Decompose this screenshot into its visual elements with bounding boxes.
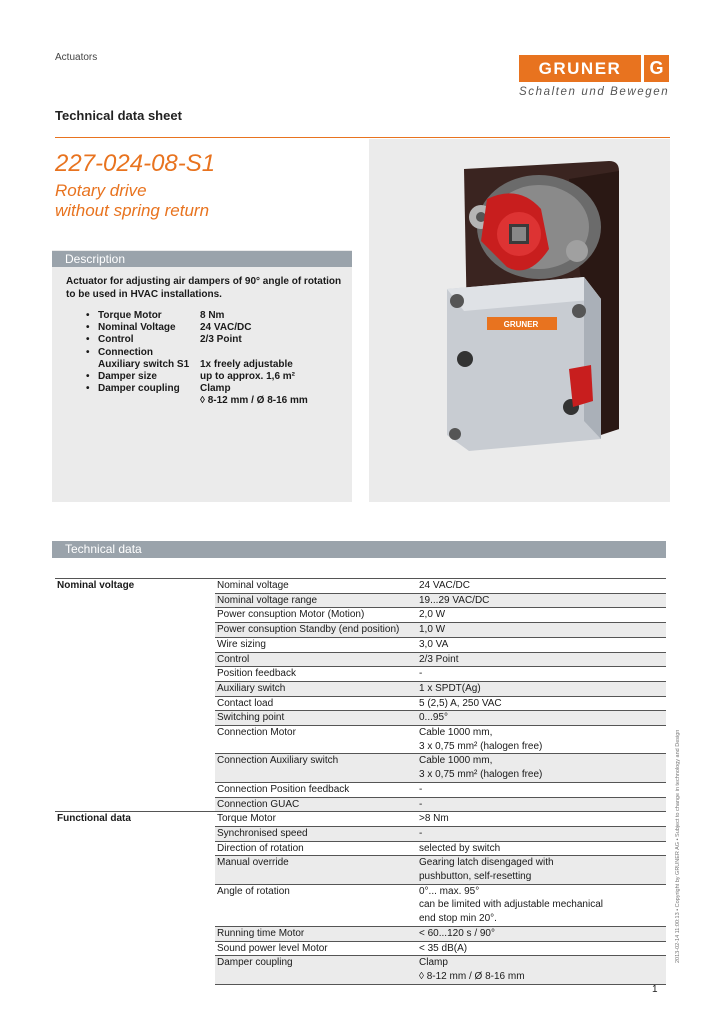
group-cell bbox=[55, 941, 215, 956]
page-number: 1 bbox=[652, 984, 658, 995]
spec-value: 1x freely adjustable bbox=[200, 358, 293, 370]
parameter-cell: Manual override bbox=[215, 856, 417, 870]
table-row bbox=[55, 623, 666, 638]
spec-label: Nominal Voltage bbox=[98, 322, 176, 334]
group-cell bbox=[55, 884, 215, 898]
value-cell: can be limited with adjustable mechanical bbox=[419, 899, 603, 911]
table-row bbox=[55, 579, 666, 594]
subtitle-line-2: without spring return bbox=[55, 201, 210, 220]
group-cell bbox=[55, 754, 215, 768]
table-row bbox=[55, 667, 666, 682]
value-cell: 5 (2,5) A, 250 VAC bbox=[417, 696, 666, 711]
spec-value: 24 VAC/DC bbox=[200, 322, 252, 334]
parameter-cell: Nominal voltage range bbox=[215, 593, 417, 608]
group-cell bbox=[55, 841, 215, 856]
bullet-icon: • bbox=[86, 310, 90, 321]
value-cell: < 35 dB(A) bbox=[417, 941, 666, 956]
group-cell bbox=[55, 652, 215, 667]
table-row bbox=[55, 726, 666, 740]
group-cell bbox=[55, 696, 215, 711]
copyright-note bbox=[669, 715, 683, 965]
group-cell bbox=[55, 726, 215, 740]
parameter-cell: Damper coupling bbox=[215, 956, 417, 970]
value-cell: Cable 1000 mm, bbox=[417, 726, 666, 740]
parameter-cell: Contact load bbox=[215, 696, 417, 711]
table-row bbox=[55, 768, 666, 782]
value-cell: 24 VAC/DC bbox=[417, 579, 666, 594]
group-cell bbox=[55, 856, 215, 870]
value-cell: end stop min 20°. bbox=[419, 913, 497, 925]
table-row bbox=[55, 652, 666, 667]
value-cell: 3 x 0,75 mm² (halogen free) bbox=[417, 768, 666, 782]
value-cell: - bbox=[417, 797, 666, 812]
parameter-cell: Torque Motor bbox=[215, 812, 417, 827]
group-cell bbox=[55, 926, 215, 941]
logo-mark: G bbox=[644, 55, 669, 82]
slogan: Schalten und Bewegen bbox=[519, 86, 670, 98]
group-cell bbox=[55, 667, 215, 682]
parameter-cell bbox=[215, 870, 417, 884]
spec-value: ◊ 8-12 mm / Ø 8-16 mm bbox=[200, 395, 308, 407]
value-cell: 0°... max. 95° bbox=[417, 884, 666, 898]
table-row bbox=[55, 754, 666, 768]
actuator-image bbox=[369, 139, 670, 502]
group-cell bbox=[55, 637, 215, 652]
spec-value: up to approx. 1,6 m² bbox=[200, 370, 296, 382]
spec-label: Damper coupling bbox=[98, 383, 180, 395]
group-cell bbox=[55, 870, 215, 884]
table-row bbox=[55, 870, 666, 884]
group-cell bbox=[55, 826, 215, 841]
group-cell bbox=[55, 623, 215, 638]
table-row bbox=[55, 941, 666, 956]
parameter-cell bbox=[215, 912, 417, 926]
parameter-cell: Power consuption Standby (end position) bbox=[215, 623, 417, 638]
group-cell bbox=[55, 608, 215, 623]
value-cell: ◊ 8-12 mm / Ø 8-16 mm bbox=[417, 970, 666, 984]
value-cell: - bbox=[417, 782, 666, 797]
table-row bbox=[55, 608, 666, 623]
parameter-cell: Running time Motor bbox=[215, 926, 417, 941]
parameter-cell bbox=[215, 970, 417, 984]
parameter-cell: Connection GUAC bbox=[215, 797, 417, 812]
value-cell: - bbox=[417, 826, 666, 841]
device-label: GRUNER bbox=[503, 320, 539, 329]
bullet-icon: • bbox=[86, 346, 90, 358]
value-cell: 19...29 VAC/DC bbox=[417, 593, 666, 608]
product-subtitle bbox=[55, 181, 209, 221]
group-cell bbox=[55, 898, 215, 912]
group-cell bbox=[55, 681, 215, 696]
value-cell: Gearing latch disengaged with bbox=[417, 856, 666, 870]
parameter-cell: Connection Auxiliary switch bbox=[215, 754, 417, 768]
spec-value: Clamp bbox=[200, 383, 231, 395]
table-row bbox=[55, 898, 666, 912]
model-number: 227-024-08-S1 bbox=[55, 150, 216, 177]
parameter-cell: Power consuption Motor (Motion) bbox=[215, 608, 417, 623]
value-cell: >8 Nm bbox=[417, 812, 666, 827]
value-cell: 3,0 VA bbox=[417, 637, 666, 652]
group-cell bbox=[55, 782, 215, 797]
value-cell: 1 x SPDT(Ag) bbox=[417, 681, 666, 696]
bullet-icon: • bbox=[86, 322, 90, 334]
parameter-cell: Angle of rotation bbox=[215, 884, 417, 898]
table-row bbox=[55, 637, 666, 652]
parameter-cell: Connection Motor bbox=[215, 726, 417, 740]
spec-label: Auxiliary switch S1 bbox=[98, 358, 190, 370]
spec-label: Damper size bbox=[98, 370, 157, 382]
group-cell bbox=[55, 740, 215, 754]
spec-value: 2/3 Point bbox=[200, 334, 242, 346]
group-cell bbox=[55, 912, 215, 926]
value-cell: 0...95° bbox=[417, 711, 666, 726]
group-cell bbox=[55, 956, 215, 970]
group-cell: Nominal voltage bbox=[55, 579, 215, 594]
parameter-cell: Position feedback bbox=[215, 667, 417, 682]
parameter-cell: Nominal voltage bbox=[215, 579, 417, 594]
document-type: Technical data sheet bbox=[55, 108, 182, 123]
table-row bbox=[55, 856, 666, 870]
header-divider bbox=[55, 137, 670, 138]
value-cell: 2/3 Point bbox=[417, 652, 666, 667]
spec-label: Connection bbox=[98, 346, 153, 358]
parameter-cell bbox=[215, 768, 417, 782]
value-cell: selected by switch bbox=[417, 841, 666, 856]
value-cell: < 60...120 s / 90° bbox=[417, 926, 666, 941]
group-cell bbox=[55, 593, 215, 608]
parameter-cell: Direction of rotation bbox=[215, 841, 417, 856]
copyright-text: 2013-02-14 11:00:13 • Copyright by GRUNER AG • Subject to change in technology and Design bbox=[675, 729, 681, 963]
value-cell: 2,0 W bbox=[417, 608, 666, 623]
gruner-logo bbox=[519, 55, 669, 82]
bullet-icon: • bbox=[86, 383, 90, 395]
parameter-cell bbox=[215, 898, 417, 912]
table-row bbox=[55, 884, 666, 898]
table-row bbox=[55, 826, 666, 841]
parameter-cell: Synchronised speed bbox=[215, 826, 417, 841]
category-label: Actuators bbox=[55, 52, 98, 63]
description-heading: Description bbox=[52, 251, 352, 267]
table-row bbox=[55, 812, 666, 827]
parameter-cell: Wire sizing bbox=[215, 637, 417, 652]
table-row bbox=[55, 681, 666, 696]
parameter-cell bbox=[215, 740, 417, 754]
table-row bbox=[55, 970, 666, 984]
table-row bbox=[55, 696, 666, 711]
spec-value: 8 Nm bbox=[200, 310, 225, 321]
table-row bbox=[55, 912, 666, 926]
table-row bbox=[55, 797, 666, 812]
group-cell bbox=[55, 768, 215, 782]
table-row bbox=[55, 711, 666, 726]
table-row bbox=[55, 593, 666, 608]
table-row bbox=[55, 841, 666, 856]
parameter-cell: Switching point bbox=[215, 711, 417, 726]
value-cell: - bbox=[417, 667, 666, 682]
spec-label: Torque Motor bbox=[98, 310, 162, 321]
spec-label: Control bbox=[98, 334, 134, 346]
logo-wordmark: GRUNER bbox=[519, 55, 641, 82]
table-row bbox=[55, 740, 666, 754]
table-row bbox=[55, 926, 666, 941]
bullet-icon: • bbox=[86, 334, 90, 346]
group-cell bbox=[55, 711, 215, 726]
value-cell: Cable 1000 mm, bbox=[417, 754, 666, 768]
subtitle-line-1: Rotary drive bbox=[55, 181, 147, 200]
value-cell: Clamp bbox=[417, 956, 666, 970]
product-image-panel bbox=[369, 139, 670, 502]
parameter-cell: Sound power level Motor bbox=[215, 941, 417, 956]
group-cell: Functional data bbox=[55, 812, 215, 827]
value-cell: pushbutton, self-resetting bbox=[417, 870, 666, 884]
table-row bbox=[55, 956, 666, 970]
bullet-icon: • bbox=[86, 370, 90, 382]
technical-data-table bbox=[55, 578, 666, 985]
value-cell: 3 x 0,75 mm² (halogen free) bbox=[419, 740, 543, 752]
parameter-cell: Connection Position feedback bbox=[215, 782, 417, 797]
technical-data-heading: Technical data bbox=[52, 541, 666, 558]
table-row bbox=[55, 782, 666, 797]
group-cell bbox=[55, 970, 215, 984]
parameter-cell: Control bbox=[215, 652, 417, 667]
description-intro: Actuator for adjusting air dampers of 90° angle of rotation to be used in HVAC installations. bbox=[66, 276, 342, 300]
group-cell bbox=[55, 797, 215, 812]
parameter-cell: Auxiliary switch bbox=[215, 681, 417, 696]
value-cell: 1,0 W bbox=[417, 623, 666, 638]
